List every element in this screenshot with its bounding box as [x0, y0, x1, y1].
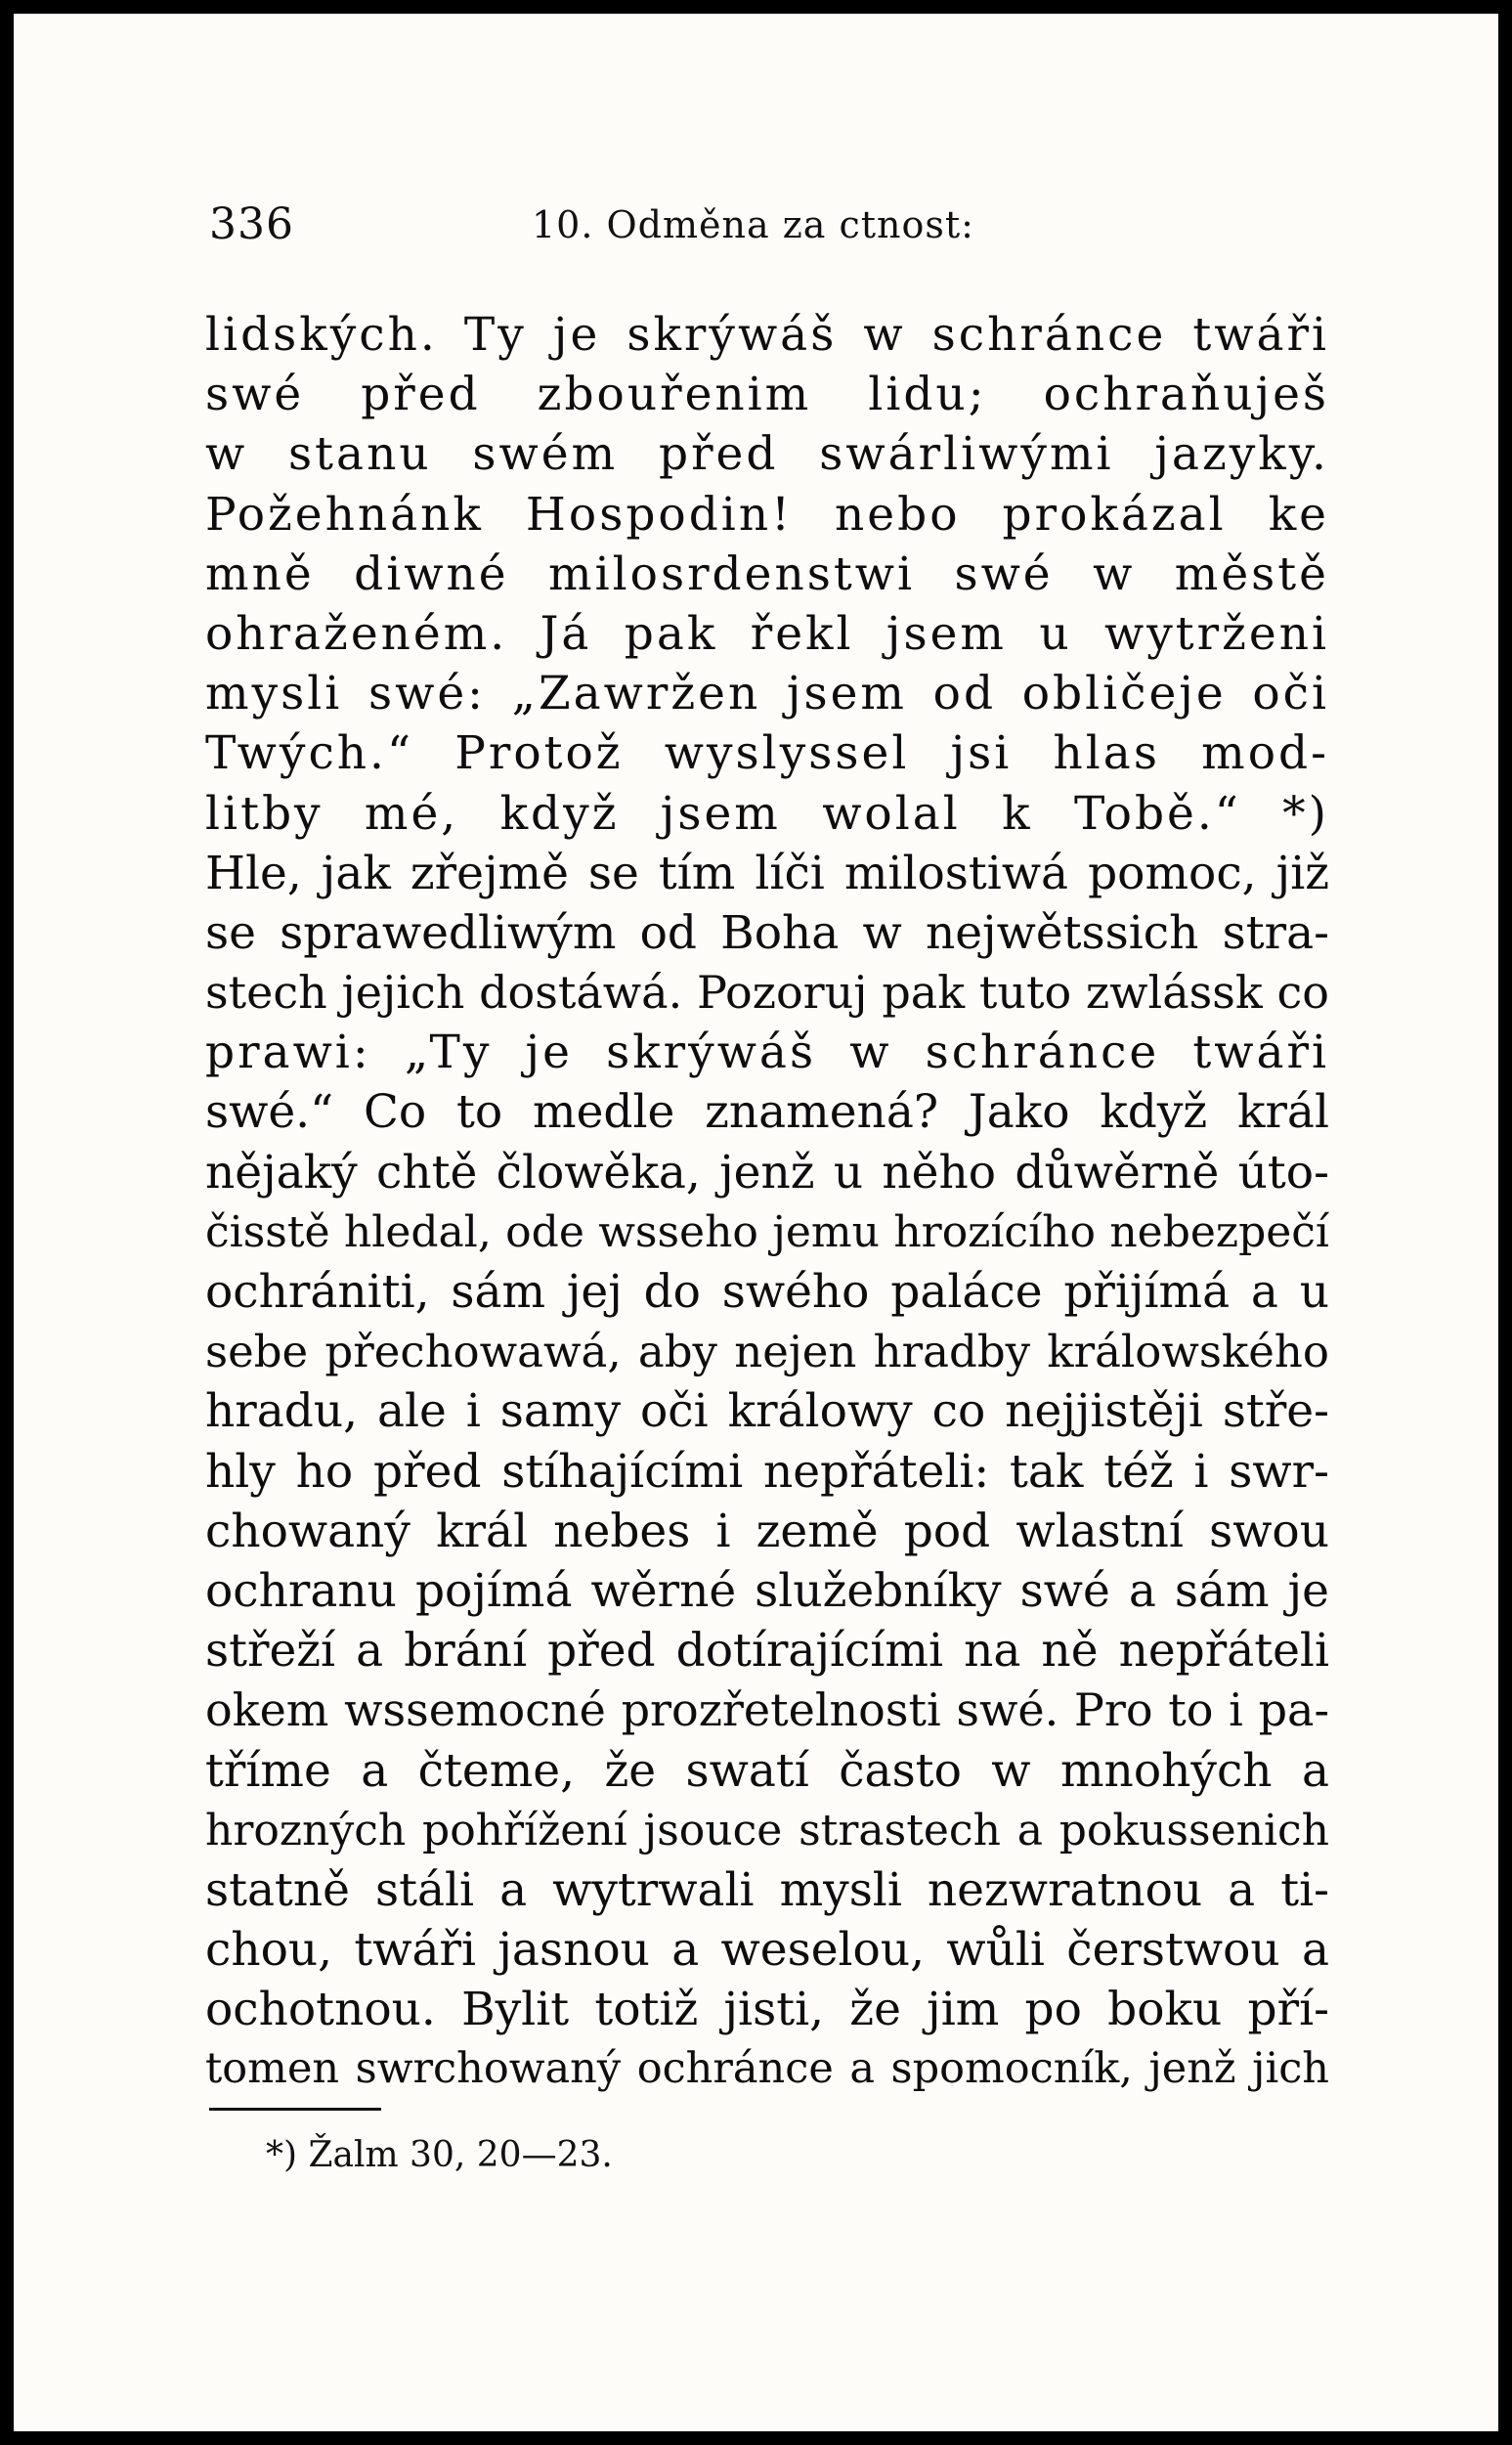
text-line: čisstě hledal, ode wsseho jemu hrozícího nebezpečí: [205, 1206, 1329, 1257]
book-page: [14, 14, 1498, 2431]
text-line: sebe přechowawá, aby nejen hradby králowského: [205, 1326, 1329, 1378]
text-line: lidských. Ty je skrýwáš w schránce twáři: [205, 308, 1329, 362]
text-line: chowaný král nebes i země pod wlastní swou: [205, 1504, 1329, 1558]
footnote: *) Žalm 30, 20—23.: [266, 2135, 613, 2175]
page-number: 336: [209, 199, 294, 249]
text-line: ochrániti, sám jej do swého paláce přijímá a u: [205, 1265, 1329, 1319]
text-line: se sprawedliwým od Boha w nejwětssich stra-: [205, 905, 1329, 960]
text-line: ohraženém. Já pak řekl jsem u wytrženi: [205, 606, 1329, 661]
text-line: chou, twáři jasnou a weselou, wůli čerstwou a: [205, 1923, 1329, 1978]
text-line: nějaký chtě člowěka, jenž u něho důwěrně úto-: [205, 1145, 1329, 1200]
text-line: stech jejich dostáwá. Pozoruj pak tuto zwlássk co: [205, 966, 1329, 1020]
text-line: Požehnánk Hospodin! nebo prokázal ke: [205, 487, 1329, 542]
body-text: [205, 305, 1329, 2100]
text-line: mysli swé: „Zawržen jsem od obličeje oči: [205, 667, 1329, 721]
text-line: w stanu swém před swárliwými jazyky.: [205, 427, 1329, 482]
text-line: prawi: „Ty je skrýwáš w schránce twáři: [205, 1026, 1329, 1080]
text-line: ochranu pojímá wěrné služebníky swé a sám je: [205, 1563, 1329, 1618]
text-line: tříme a čteme, že swatí často w mnohých a: [205, 1743, 1329, 1798]
text-line: Twých.“ Protož wyslyssel jsi hlas mod-: [205, 726, 1329, 781]
text-line: swé před zbouřenim lidu; ochraňuješ: [205, 368, 1329, 422]
running-title: 10. Odměna za ctnost:: [532, 203, 974, 246]
text-line: ochotnou. Bylit totiž jisti, že jim po boku pří-: [205, 1983, 1329, 2037]
text-line: litby mé, když jsem wolal k Tobě.“ *): [205, 786, 1329, 841]
text-line: okem wssemocné prozřetelnosti swé. Pro to i pa-: [205, 1683, 1329, 1737]
footnote-divider: [209, 2108, 381, 2111]
text-line: swé.“ Co to medle znamená? Jako když král: [205, 1085, 1329, 1140]
text-line: statně stáli a wytrwali mysli nezwratnou a ti-: [205, 1862, 1329, 1917]
text-line: hrozných pohřížení jsouce strastech a pokussenich: [205, 1805, 1329, 1856]
text-line: střeží a brání před dotírajícími na ně nepřáteli: [205, 1624, 1329, 1679]
text-line: mně diwné milosrdenstwi swé w městě: [205, 546, 1329, 601]
text-line: Hle, jak zřejmě se tím líči milostiwá pomoc, již: [205, 846, 1329, 900]
text-line: hly ho před stíhajícími nepřáteli: tak též i swr-: [205, 1444, 1329, 1499]
page-header: [209, 199, 1333, 268]
text-line: tomen swrchowaný ochránce a spomocník, jenž jich: [205, 2044, 1329, 2094]
text-line: hradu, ale i samy oči králowy co nejjistěji stře-: [205, 1384, 1329, 1439]
